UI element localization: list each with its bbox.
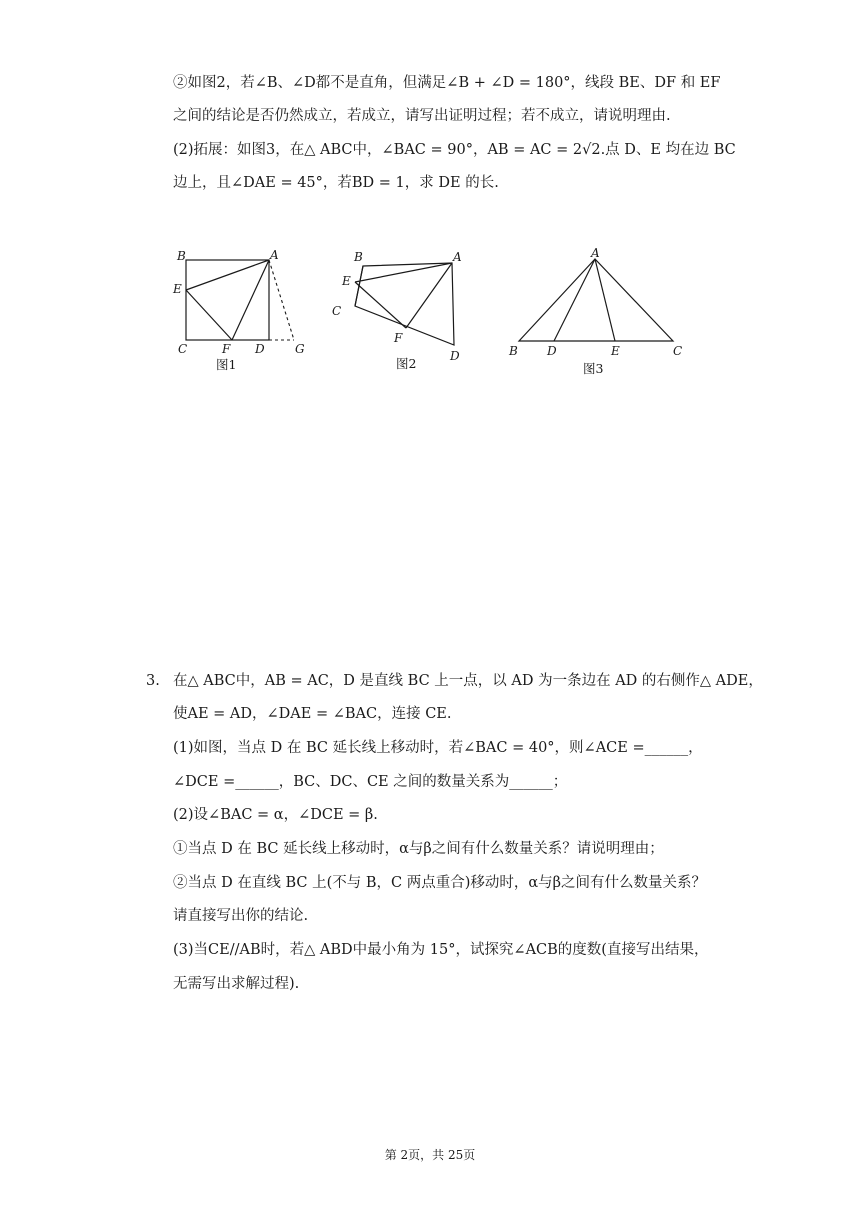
fig1-label-c: C bbox=[178, 342, 188, 356]
fig3-label-e: E bbox=[611, 344, 620, 358]
fig1-label-d: D bbox=[255, 342, 265, 356]
fig2-label-d: D bbox=[450, 349, 460, 363]
page-footer: 第 2页，共 25页 bbox=[384, 1148, 476, 1162]
figure-1-drawing bbox=[170, 245, 320, 380]
problem3-line-9: (3)当CE//AB时，若△ ABD中最小角为 15°，试探究∠ACB的度数(直接写出结果， bbox=[173, 942, 709, 958]
problem3-line-3: (1)如图，当点 D 在 BC 延长线上移动时，若∠BAC = 40°，则∠ACE =______， bbox=[173, 740, 703, 756]
figure-2 bbox=[330, 245, 470, 380]
problem3-number: 3. bbox=[146, 673, 160, 689]
figure-1 bbox=[170, 245, 320, 380]
square-bcda bbox=[186, 260, 269, 340]
quadrilateral-bacd bbox=[355, 263, 454, 345]
segment-ag-dashed bbox=[269, 260, 294, 340]
figure-2-drawing bbox=[330, 245, 470, 380]
fig1-label-g: G bbox=[295, 342, 305, 356]
fig2-label-b: B bbox=[354, 250, 363, 264]
fig3-label-c: C bbox=[673, 344, 683, 358]
fig2-caption: 图2 bbox=[396, 356, 417, 371]
fig2-label-c: C bbox=[332, 304, 342, 318]
problem2-line-2: 之间的结论是否仍然成立，若成立，请写出证明过程；若不成立，请说明理由. bbox=[173, 108, 671, 124]
fig1-label-a: A bbox=[270, 248, 279, 262]
problem3-line-4: ∠DCE =______，BC、DC、CE 之间的数量关系为______； bbox=[173, 774, 568, 790]
segment-ad bbox=[554, 259, 595, 341]
problem3-line-5: (2)设∠BAC = α，∠DCE = β. bbox=[173, 807, 378, 823]
figure-3 bbox=[505, 245, 695, 380]
problem3-line-7: ②当点 D 在直线 BC 上(不与 B，C 两点重合)移动时，α与β之间有什么数量关系？ bbox=[173, 875, 707, 891]
problem3-line-6: ①当点 D 在 BC 延长线上移动时，α与β之间有什么数量关系？请说明理由； bbox=[173, 841, 664, 857]
triangle-abc bbox=[519, 259, 673, 341]
fig1-label-b: B bbox=[177, 249, 186, 263]
problem3-line-1: 在△ ABC中，AB = AC，D 是直线 BC 上一点，以 AD 为一条边在 AD 的右侧作△ ADE， bbox=[173, 673, 763, 689]
segment-af bbox=[406, 263, 452, 328]
fig3-label-d: D bbox=[547, 344, 557, 358]
segment-ef bbox=[355, 282, 406, 328]
fig1-caption: 图1 bbox=[216, 357, 237, 372]
fig2-label-e: E bbox=[342, 274, 351, 288]
segment-ae bbox=[595, 259, 615, 341]
problem2-line-4: 边上，且∠DAE = 45°，若BD = 1，求 DE 的长. bbox=[173, 175, 499, 191]
fig3-label-a: A bbox=[591, 246, 600, 260]
fig1-label-f: F bbox=[222, 342, 231, 356]
segment-ef bbox=[186, 290, 232, 340]
problem2-line-1: ②如图2，若∠B、∠D都不是直角，但满足∠B + ∠D = 180°，线段 BE、DF 和 EF bbox=[173, 75, 721, 91]
fig1-label-e: E bbox=[173, 282, 182, 296]
problem2-line-3: (2)拓展：如图3，在△ ABC中，∠BAC = 90°，AB = AC = 2√2.点 D、E 均在边 BC bbox=[173, 142, 736, 158]
problem3-line-8: 请直接写出你的结论. bbox=[173, 908, 309, 924]
fig3-caption: 图3 bbox=[583, 361, 604, 376]
fig2-label-a: A bbox=[453, 250, 462, 264]
figure-3-drawing bbox=[505, 245, 695, 380]
problem3-line-2: 使AE = AD，∠DAE = ∠BAC，连接 CE. bbox=[173, 706, 452, 722]
fig2-label-f: F bbox=[394, 331, 403, 345]
fig3-label-b: B bbox=[509, 344, 518, 358]
problem3-line-10: 无需写出求解过程). bbox=[173, 976, 300, 992]
